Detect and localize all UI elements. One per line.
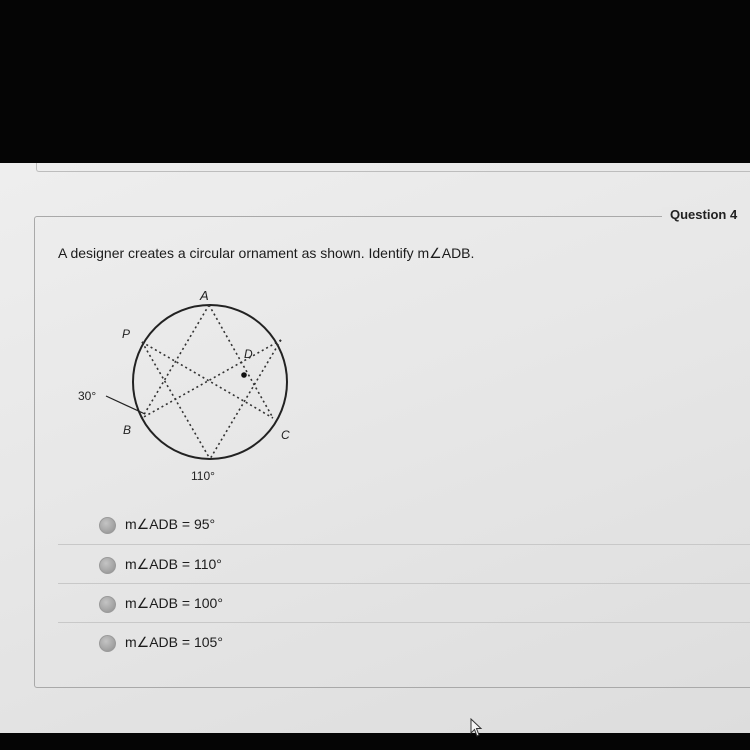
radio-button[interactable]	[99, 517, 116, 534]
mouse-pointer-icon	[470, 718, 484, 738]
point-d-dot	[241, 372, 247, 378]
answer-choice[interactable]	[58, 622, 750, 662]
answer-choice[interactable]	[58, 583, 750, 623]
choice-label: m∠ADB = 110°	[125, 556, 222, 572]
choice-label: m∠ADB = 95°	[125, 516, 216, 532]
answer-choice[interactable]	[58, 505, 750, 544]
question-prompt: A designer creates a circular ornament as shown. Identify m∠ADB.	[58, 245, 475, 261]
angle-pointer-line	[106, 396, 145, 414]
answer-choice[interactable]	[58, 544, 750, 584]
arc-110-label: 110°	[191, 469, 215, 483]
question-number: Question 4	[662, 207, 750, 222]
top-bar	[36, 163, 750, 172]
ornament-diagram	[68, 278, 308, 488]
point-c-label: C	[281, 428, 290, 442]
choice-label: m∠ADB = 100°	[125, 595, 223, 611]
quiz-page	[0, 163, 750, 733]
point-b-label: B	[123, 423, 132, 437]
point-d-label: D	[244, 347, 253, 361]
point-p-label: P	[122, 327, 131, 341]
radio-button[interactable]	[99, 635, 116, 652]
radio-button[interactable]	[99, 596, 116, 613]
radio-button[interactable]	[99, 557, 116, 574]
choice-label: m∠ADB = 105°	[125, 634, 223, 650]
angle-30-label: 30°	[78, 389, 97, 403]
point-a-label: A	[200, 288, 209, 303]
dotted-chords	[142, 305, 281, 459]
ornament-circle	[133, 305, 287, 459]
